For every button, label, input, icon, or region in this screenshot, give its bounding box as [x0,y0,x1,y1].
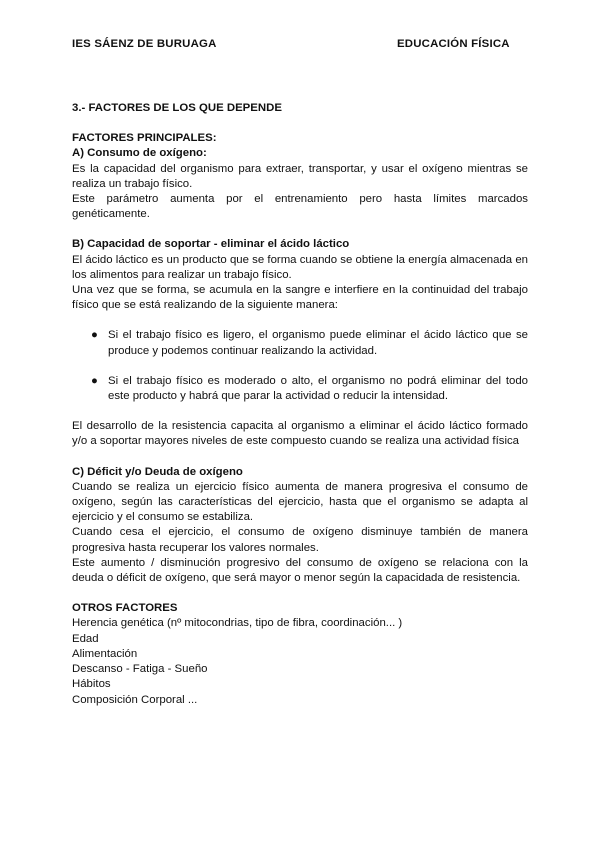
principales-heading: FACTORES PRINCIPALES: [72,132,217,145]
subsection-b-conclusion: El desarrollo de la resistencia capacita al organismo a eliminar el ácido láctico formado y/o a soportar mayores niveles de este compuesto cuando se realiza una actividad física [72,420,528,448]
otros-item: Edad [72,632,99,645]
otros-item: Composición Corporal ... [72,693,198,706]
subsection-c-paragraph: Cuando cesa el ejercicio, el consumo de oxígeno disminuye también de manera progresiva hasta recuperar los valores normales. [72,526,528,554]
subsection-c-paragraph: Este aumento / disminución progresivo del consumo de oxígeno se relaciona con la deuda o déficit de oxígeno, que será mayor o menor según la capacidada de resistencia. [72,556,528,585]
bullet-list [72,328,528,404]
subsection-a-paragraph: Es la capacidad del organismo para extraer, transportar, y usar el oxígeno mientras se realiza un trabajo físico. [72,162,528,190]
otros-item: Hábitos [72,678,111,691]
subsection-a-paragraph: Este parámetro aumenta por el entrenamiento pero hasta límites marcados genéticamente. [72,193,528,221]
bullet-icon: ● [91,329,98,342]
otros-item: Alimentación [72,647,138,660]
bullet-text: Si el trabajo físico es moderado o alto, el organismo no podrá eliminar del todo este producto y habrá que parar la actividad o reducir la intensidad. [108,374,528,403]
document-body [72,101,528,708]
subsection-a-heading: A) Consumo de oxígeno: [72,147,207,160]
bullet-item [72,374,528,404]
subsection-c-paragraph: Cuando se realiza un ejercicio físico aumenta de manera progresiva el consumo de oxígeno, según las características del ejercicio, hasta que el organismo se adapta al ejercicio y el consumo se estabiliza. [72,480,528,524]
subsection-b-paragraph: El ácido láctico es un producto que se forma cuando se obtiene la energía almacenada en los alimentos para realizar un trabajo físico. [72,253,528,281]
header-school: IES SÁENZ DE BURUAGA [72,38,217,50]
subsection-c-heading: C) Déficit y/o Deuda de oxígeno [72,465,243,478]
header-subject: EDUCACIÓN FÍSICA [397,38,510,50]
otros-item: Herencia genética (nº mitocondrias, tipo de fibra, coordinación... ) [72,617,403,630]
bullet-text: Si el trabajo físico es ligero, el organismo puede eliminar el ácido láctico que se produce y podemos continuar realizando la actividad. [108,329,528,357]
subsection-b-heading: B) Capacidad de soportar - eliminar el ácido láctico [72,238,350,251]
otros-item: Descanso - Fatiga - Sueño [72,663,208,676]
bullet-icon: ● [91,374,98,387]
subsection-b-paragraph: Una vez que se forma, se acumula en la sangre e interfiere en la continuidad del trabajo físico que se está realizando de la siguiente manera: [72,284,528,312]
otros-heading: OTROS FACTORES [72,602,178,615]
section-title: 3.- FACTORES DE LOS QUE DEPENDE [72,102,282,114]
bullet-item [72,328,528,358]
